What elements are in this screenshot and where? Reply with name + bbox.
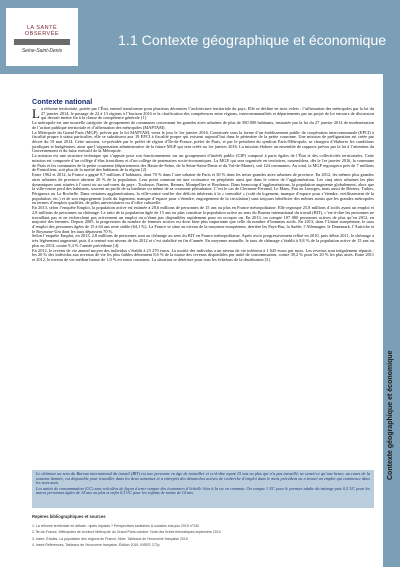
header-bar: [0, 0, 400, 74]
publication-logo: [6, 8, 78, 66]
definitions-box: [32, 470, 374, 508]
logo-rule: [14, 39, 70, 45]
references-heading: Repères bibliographiques et sources: [32, 514, 106, 519]
definition-text: Les unités de consommation (UC) sont calculées de façon à tenir compte des économies d’échelle liées à la vie en commun. On compte 1 UC pour le premier adulte du ménage puis 0,5 UC pour les autres personnes âgées de 14 ans ou plus et enfin 0,3 UC pour les enfants de moins de 14 ans.: [36, 485, 370, 496]
reference-item: 3. Insee, Études, La population des régions de France, Note. Tableaux de l’économie française 2015: [32, 536, 188, 541]
paragraph: Entre 1962 et 2012, la France a gagné 9,7 millions d’habitants, dont 70 % dans l’aire urbaine de Paris et 30 % dans les treize grandes aires urbaines de province. En 2012, les mêmes plus grandes aires urbaines de province abritent 20 % de la population. Leur point commun est une croissance en périphérie ainsi que dans le centre de l’agglomération. Les cinq aires urbaines les plus dynamiques sont situées à l’ouest ou au sud-ouest du pays : Toulouse, Nantes, Rennes, Montpellier et Bordeaux. Dans beaucoup d’agglomérations, la population augmente globalement, alors que la ville-centre perd des habitants, souvent au profit de sa banlieue ou même de sa couronne périurbaine. C’est le cas de Clermont-Ferrand, Le Mans, Pau ou Limoges, mais aussi de Béziers, Tarbes, Périgueux ou La Rochelle. Dans certaines agglomérations, la ville-centre souffre des déficits inhérents à la « centralité » (coût du logement, manque d’espace pour s’étendre, vieillissement de la population, etc.) et de son engorgement (coût du logement, manque d’espace pour s’étendre, engorgement de la circulation) sans toujours bénéficier des mêmes atouts que les grandes métropoles en termes d’emplois qualifiés, de pôles universitaires ou d’offre culturelle.: [32, 172, 374, 206]
paragraph: La mission est une structure technique qui s’appuie pour son fonctionnement sur un groupement d’intérêt public (GIP) composé à parts égales de l’État et des collectivités territoriales. Cette mission est composée d’un collège d’élus franciliens et d’un collège de partenaires socio-économiques. La MGP, qui sera organisée en territoires, rassemblera, dès le 1er janvier 2016, la commune de Paris et les communes de la petite couronne (départements des Hauts-de-Seine, de la Seine-Saint-Denis et du Val-de-Marne), soit 124 communes. Au total, la MGP regroupera près de 7 millions de Franciliens, soit plus de la moitié des habitants de la région [2].: [32, 153, 374, 173]
paragraph: Selon l’enquête Emploi, en 2013, 2,8 millions de personnes sont au chômage au sens du BIT en France métropolitaine. Après avoir progressivement reflué en 2010, puis début 2011, le chômage a très légèrement augmenté, puis il a renoué son niveau de fin 2012 et s’est stabilisé en fin d’année. En moyenne annuelle, le taux de chômage s’établit à 9,8 % de la population active de 15 ans ou plus en 2013, contre 9,4 % l’année précédente [4].: [32, 233, 374, 248]
body-text: [32, 107, 374, 263]
definition-text: Le chômeur au sens du Bureau international du travail (BIT) est une personne en âge de travailler et ce-à-dire ayant 15 ans ou plus qui n’a pas travaillé, ne serait-ce qu’une heure, au cours de la semaine donnée, est disponible pour travailler dans les deux semaines et a entrepris des démarches actives de recherche d’emploi dans le mois précédent ou a trouvé un emploi qui commence dans les trois mois.: [36, 471, 370, 486]
reference-item: 2. Île-de-France, Métropoles de la future Métropole du Grand Paris-octobre. Note des fiches thématiques septembre 2014: [32, 530, 221, 535]
side-tab-title: Contexte géographique et économique: [387, 350, 394, 480]
drop-cap: L: [32, 106, 40, 121]
page-title: 1.1 Contexte géographique et économique: [118, 33, 387, 49]
paragraph-text: a réforme territoriale, portée par l’État, entend transformer pour plusieurs décennies l’architecture territoriale du pays. Elle se décline en trois volets : l’affirmation des métropoles par la loi du 27 janvier 2014, le passage de 22 à 13 régions à l’horizon 2016 et la clarification des compétences entre régions, intercommunalités et départements par un projet de loi encours de discussion qui devrait mettre fin à la clause de compétence générale [1].: [40, 106, 374, 121]
logo-bottom-text: Seine-Saint-Denis: [21, 48, 63, 54]
paragraph: [32, 107, 374, 121]
section-heading: Contexte national: [32, 97, 93, 106]
reference-item: 1. La réforme territoriale en débats : quels impacts ? Perspectives sanitaires & sociales mai-juin 2015 n°240: [32, 524, 199, 528]
side-tab: [383, 74, 400, 567]
paragraph: La métropole est une nouvelle catégorie de groupement de communes concernant les grandes aires urbaines de plus de 500 000 habitants, instaurée par la loi du 27 janvier 2014 de modernisation de l’action publique territoriale et d’affirmation des métropoles (MAPTAM).: [32, 120, 374, 130]
paragraph: En 2013, selon l’enquête Emploi, la population active est estimée à 28,6 millions de personnes de 15 ans ou plus en France métropolitaine. Elle regroupe 25,8 millions d’actifs ayant un emploi et 2,8 millions de personnes au chômage. Le ratio de la population âgée de 15 ans ou plus constitue la population active au sens du Bureau international du travail (BIT), c’est-à-dire les personnes ne travaillant pas et ne recherchant pas activement un emploi ou n’étant pas disponibles rapidement pour en occuper un. En 2013, on compte 107 000 personnes actives de plus qu’en 2012, en majorité des femmes. Depuis 2005, la progression du nombre de femmes actives est donc bien plus importante que celle du nombre d’hommes actifs. En 2013, dans l’Union européenne, le taux d’emploi des personnes âgées de 15 à 64 ans reste stable (64,1 %). La France se situe au niveau de la moyenne européenne, derrière les Pays-Bas, la Suède, l’Allemagne, le Danemark, l’Autriche et le Royaume-Uni dont les taux dépassent 70 %.: [32, 205, 374, 234]
reference-item: 4. Insee Références, Tableaux de l’économie française, Édition 2015. INSEE 272p: [32, 542, 160, 547]
logo-top-text: LA SANTÉ OBSERVÉE: [24, 25, 60, 37]
paragraph: La Métropole du Grand Paris (MGP), prévue par la loi MAPTAM, verra le jour le 1er janvier 2016. Constituée sous la forme d’un établissement public de coopération intercommunale (EPCI) à fiscalité propre à statut particulier, elle se substituera aux 19 EPCI à fiscalité propre qui existent aujourd’hui dans le périmètre de la petite couronne. Une mission de préfiguration est créée par décret du 19 mai 2014. Cette mission, co-présidée par le préfet de région d’Île-de-France, préfet de Paris, et par le président du syndicat Paris-Métropole, se chargera d’élaborer les conditions juridiques et budgétaires, ainsi que l’organisation administrative de la future MGP qui sera créée au 1er janvier 2016. La mission élabore un ensemble de rapports prévus par la loi à l’attention du Gouvernement et du futur exécutif de la Métropole.: [32, 129, 374, 154]
references-list: [32, 523, 374, 548]
paragraph: En 2012, le revenu de vie annuel moyen des individus s’établit à 23 270 euros. La moitié des individus a un niveau de vie inférieur à 1 645 euros par mois. Les revenus sont inégalement répartis : les 20 % des individus aux niveaux de vie les plus faibles détiennent 8,6 % de la masse des revenus disponibles par unité de consommation, contre 39,2 % pour les 20 % les plus aisés. Entre 2011 et 2012, le niveau de vie médian baisse de 1,0 % en euros constants. La situation se détériore pour tous les échelons de la distribution [3].: [32, 247, 374, 262]
